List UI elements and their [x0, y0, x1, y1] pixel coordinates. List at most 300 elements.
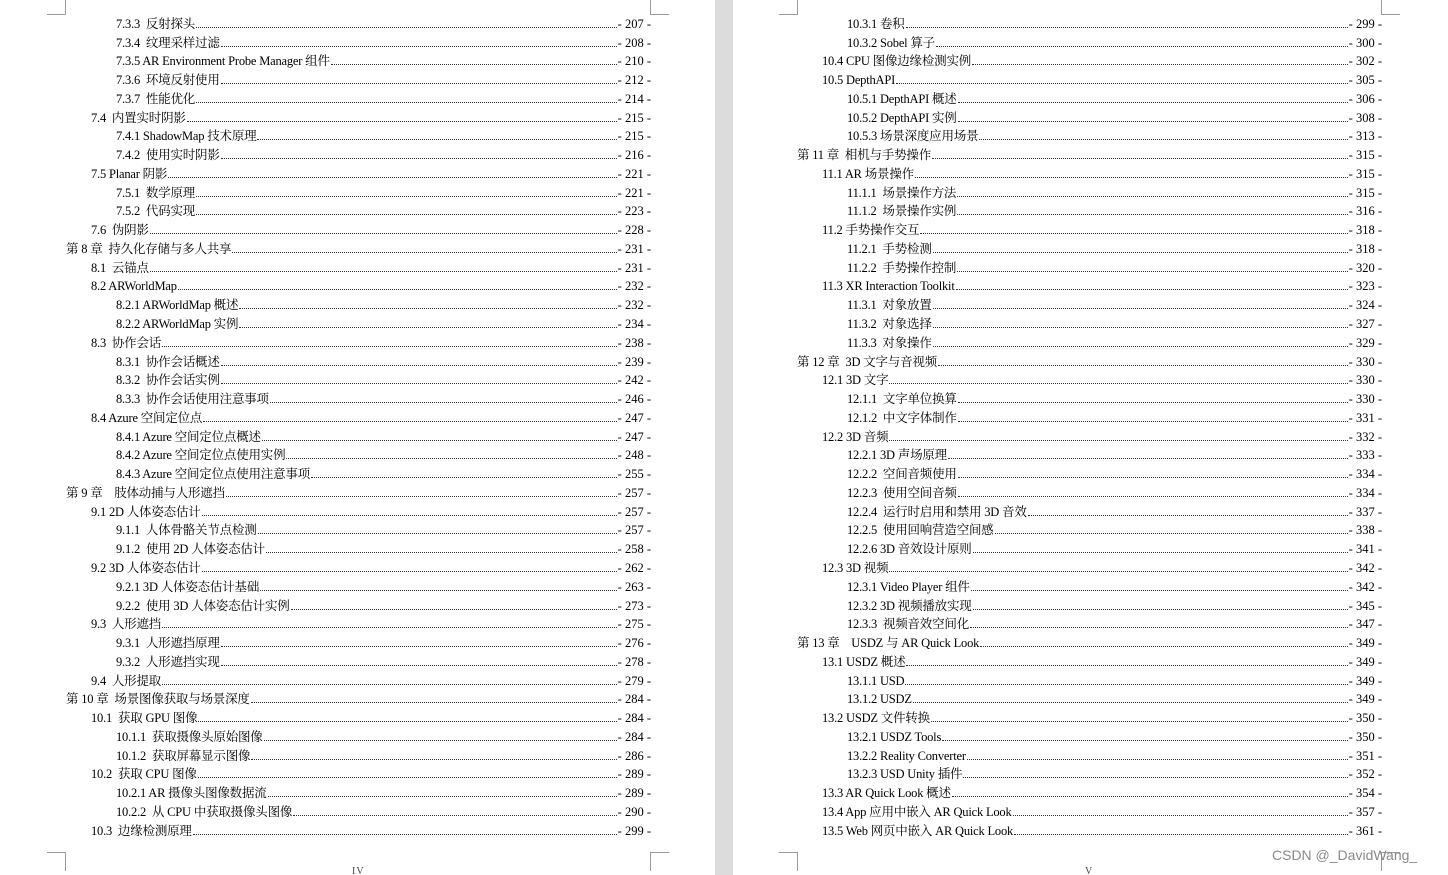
toc-entry-page-number: - 232 -: [617, 298, 651, 313]
toc-entry-page-number: - 234 -: [617, 317, 651, 332]
toc-entry[interactable]: [797, 143, 1382, 162]
toc-entry-title: 12.2.2 空间音频使用: [847, 467, 957, 482]
toc-dot-leader: [251, 702, 617, 703]
toc-entry-page-number: - 351 -: [1348, 748, 1382, 763]
toc-dot-leader: [957, 214, 1347, 215]
toc-entry[interactable]: [66, 650, 651, 669]
toc-entry-page-number: - 255 -: [617, 467, 651, 482]
toc-entry-title: 8.4.2 Azure 空间定位点使用实例: [116, 448, 286, 463]
toc-entry-title: 10.2.2 从 CPU 中获取摄像头图像: [116, 804, 293, 819]
toc-entry-page-number: - 286 -: [617, 748, 651, 763]
toc-dot-leader: [203, 421, 616, 422]
toc-entry-page-number: - 263 -: [617, 579, 651, 594]
toc-entry-page-number: - 284 -: [617, 711, 651, 726]
toc-dot-leader: [933, 327, 1348, 328]
toc-entry-page-number: - 300 -: [1348, 35, 1382, 50]
toc-entry[interactable]: [797, 519, 1382, 538]
toc-entry-title: 12.2.5 使用回响营造空间感: [847, 523, 994, 538]
toc-entry-title: 9.3 人形遮挡: [91, 617, 162, 632]
toc-entry-page-number: - 221 -: [617, 185, 651, 200]
toc-entry[interactable]: [66, 237, 651, 256]
toc-entry-page-number: - 279 -: [617, 673, 651, 688]
toc-dot-leader: [958, 402, 1348, 403]
toc-dot-leader: [198, 721, 616, 722]
toc-entry-title: 13.1.2 USDZ: [847, 692, 912, 707]
toc-dot-leader: [972, 64, 1348, 65]
toc-entry-title: 8.2 ARWorldMap: [91, 279, 177, 294]
toc-entry-title: 9.2 3D 人体姿态估计: [91, 560, 201, 575]
toc-dot-leader: [257, 139, 616, 140]
toc-entry-title: 7.6 伪阴影: [91, 223, 149, 238]
toc-dot-leader: [311, 477, 617, 478]
toc-entry[interactable]: [66, 331, 651, 350]
toc-entry-page-number: - 215 -: [617, 110, 651, 125]
toc-dot-leader: [150, 271, 617, 272]
toc-entry[interactable]: [66, 631, 651, 650]
toc-entry-page-number: - 262 -: [617, 560, 651, 575]
crop-mark: [650, 0, 669, 15]
toc-entry[interactable]: [797, 12, 1382, 31]
toc-entry-title: 7.3.3 反射探头: [116, 16, 196, 31]
toc-dot-leader: [973, 609, 1348, 610]
toc-entry-title: 11.1.1 场景操作方法: [847, 185, 957, 200]
toc-entry-page-number: - 315 -: [1348, 166, 1382, 181]
toc-entry-page-number: - 290 -: [617, 804, 651, 819]
toc-entry[interactable]: [66, 350, 651, 369]
toc-entry-title: 7.4.2 使用实时阴影: [116, 148, 220, 163]
toc-entry-title: 7.4 内置实时阴影: [91, 110, 186, 125]
toc-entry[interactable]: [66, 162, 651, 181]
toc-entry[interactable]: [797, 31, 1382, 50]
toc-entry-title: 11.3 XR Interaction Toolkit: [822, 279, 955, 294]
toc-entry-page-number: - 334 -: [1348, 467, 1382, 482]
toc-entry[interactable]: [66, 575, 651, 594]
toc-entry[interactable]: [797, 594, 1382, 613]
toc-entry-title: 第 8 章 持久化存储与多人共享: [66, 241, 232, 256]
page-footer-number: IV: [352, 866, 365, 875]
toc-dot-leader: [293, 815, 617, 816]
toc-entry-title: 7.3.7 性能优化: [116, 91, 196, 106]
toc-entry-title: 11.2.2 手势操作控制: [847, 260, 957, 275]
toc-entry[interactable]: [797, 293, 1382, 312]
toc-entry-page-number: - 349 -: [1348, 636, 1382, 651]
toc-entry-title: 9.3.2 人形遮挡实现: [116, 654, 220, 669]
toc-entry-page-number: - 212 -: [617, 73, 651, 88]
toc-page-right: [733, 0, 1448, 875]
toc-entry-title: 12.2.1 3D 声场原理: [847, 448, 947, 463]
toc-entry-title: 9.1.2 使用 2D 人体姿态估计: [116, 542, 265, 557]
toc-dot-leader: [193, 834, 617, 835]
toc-entry-title: 第 9 章 肢体动捕与人形遮挡: [66, 485, 225, 500]
toc-dot-leader: [942, 740, 1348, 741]
toc-dot-leader: [958, 477, 1348, 478]
toc-entry-page-number: - 332 -: [1348, 429, 1382, 444]
toc-entry-title: 13.2.2 Reality Converter: [847, 748, 966, 763]
toc-entry-page-number: - 352 -: [1348, 767, 1382, 782]
toc-entry-page-number: - 284 -: [617, 729, 651, 744]
toc-dot-leader: [920, 233, 1347, 234]
toc-entry[interactable]: [66, 725, 651, 744]
toc-entry[interactable]: [797, 631, 1382, 650]
toc-entry-title: 10.4 CPU 图像边缘检测实例: [822, 54, 972, 69]
toc-entry-page-number: - 231 -: [617, 241, 651, 256]
toc-dot-leader: [251, 759, 616, 760]
toc-dot-leader: [948, 458, 1348, 459]
toc-dot-leader: [933, 308, 1348, 309]
toc-dot-leader: [938, 365, 1348, 366]
toc-entry[interactable]: [66, 369, 651, 388]
toc-entry[interactable]: [66, 68, 651, 87]
toc-entry[interactable]: [797, 444, 1382, 463]
toc-entry-title: 10.2.1 AR 摄像头图像数据流: [116, 786, 267, 801]
toc-entry-title: 12.3.2 3D 视频播放实现: [847, 598, 972, 613]
toc-entry-page-number: - 232 -: [617, 279, 651, 294]
toc-list: [797, 12, 1382, 838]
toc-entry-title: 8.1 云锚点: [91, 260, 149, 275]
toc-dot-leader: [286, 458, 616, 459]
toc-entry-title: 11.3.1 对象放置: [847, 298, 932, 313]
toc-entry[interactable]: [797, 669, 1382, 688]
toc-entry[interactable]: [66, 12, 651, 31]
toc-entry[interactable]: [797, 556, 1382, 575]
toc-entry-page-number: - 342 -: [1348, 579, 1382, 594]
toc-entry[interactable]: [66, 613, 651, 632]
toc-entry-page-number: - 324 -: [1348, 298, 1382, 313]
toc-entry[interactable]: [797, 406, 1382, 425]
toc-entry-title: 12.1 3D 文字: [822, 373, 889, 388]
toc-entry-title: 10.5.1 DepthAPI 概述: [847, 91, 957, 106]
crop-mark: [650, 852, 669, 871]
toc-entry[interactable]: [797, 237, 1382, 256]
toc-dot-leader: [150, 233, 617, 234]
toc-entry-title: 13.1 USDZ 概述: [822, 654, 906, 669]
toc-entry[interactable]: [66, 744, 651, 763]
toc-dot-leader: [196, 27, 617, 28]
toc-page-left: [0, 0, 715, 875]
toc-entry-title: 7.4.1 ShadowMap 技术原理: [116, 129, 257, 144]
watermark: CSDN @_DavidWang_: [1272, 847, 1418, 863]
toc-entry[interactable]: [797, 781, 1382, 800]
toc-entry[interactable]: [66, 256, 651, 275]
toc-entry-title: 8.3.2 协作会话实例: [116, 373, 220, 388]
toc-entry[interactable]: [66, 800, 651, 819]
toc-entry-page-number: - 273 -: [617, 598, 651, 613]
toc-dot-leader: [971, 590, 1348, 591]
toc-dot-leader: [931, 721, 1348, 722]
toc-entry-page-number: - 258 -: [617, 542, 651, 557]
toc-entry-page-number: - 216 -: [617, 148, 651, 163]
toc-entry-title: 10.5.2 DepthAPI 实例: [847, 110, 957, 125]
toc-entry[interactable]: [797, 763, 1382, 782]
toc-dot-leader: [979, 139, 1347, 140]
toc-entry-title: 12.1.2 中文字体制作: [847, 410, 957, 425]
toc-entry[interactable]: [797, 162, 1382, 181]
toc-entry-title: 7.3.5 AR Environment Probe Manager 组件: [116, 54, 330, 69]
toc-dot-leader: [913, 702, 1348, 703]
toc-entry-page-number: - 306 -: [1348, 91, 1382, 106]
toc-entry-title: 11.3.3 对象操作: [847, 335, 932, 350]
toc-dot-leader: [995, 533, 1348, 534]
toc-entry[interactable]: [797, 125, 1382, 144]
toc-dot-leader: [202, 571, 617, 572]
toc-entry[interactable]: [797, 744, 1382, 763]
toc-dot-leader: [331, 64, 617, 65]
toc-entry[interactable]: [66, 444, 651, 463]
toc-entry[interactable]: [66, 556, 651, 575]
toc-entry-page-number: - 330 -: [1348, 354, 1382, 369]
toc-entry-page-number: - 313 -: [1348, 129, 1382, 144]
toc-entry-page-number: - 231 -: [617, 260, 651, 275]
toc-entry-title: 8.4.3 Azure 空间定位点使用注意事项: [116, 467, 310, 482]
toc-entry-title: 11.3.2 对象选择: [847, 317, 932, 332]
toc-entry[interactable]: [66, 200, 651, 219]
crop-mark: [779, 852, 798, 871]
toc-entry[interactable]: [797, 369, 1382, 388]
toc-entry[interactable]: [797, 800, 1382, 819]
toc-entry-page-number: - 214 -: [617, 91, 651, 106]
toc-entry[interactable]: [66, 406, 651, 425]
toc-entry[interactable]: [66, 481, 651, 500]
toc-entry[interactable]: [797, 462, 1382, 481]
toc-entry[interactable]: [797, 106, 1382, 125]
toc-dot-leader: [221, 365, 617, 366]
toc-entry-page-number: - 350 -: [1348, 711, 1382, 726]
toc-entry-title: 8.2.2 ARWorldMap 实例: [116, 317, 239, 332]
toc-entry-page-number: - 320 -: [1348, 260, 1382, 275]
toc-entry[interactable]: [66, 312, 651, 331]
toc-entry-page-number: - 248 -: [617, 448, 651, 463]
toc-dot-leader: [958, 496, 1348, 497]
toc-dot-leader: [202, 515, 617, 516]
toc-entry-page-number: - 333 -: [1348, 448, 1382, 463]
toc-dot-leader: [221, 46, 617, 47]
toc-dot-leader: [196, 196, 617, 197]
toc-entry-page-number: - 221 -: [617, 166, 651, 181]
toc-dot-leader: [889, 383, 1347, 384]
toc-entry-page-number: - 338 -: [1348, 523, 1382, 538]
crop-mark: [47, 852, 66, 871]
toc-dot-leader: [264, 740, 617, 741]
toc-dot-leader: [905, 684, 1347, 685]
toc-dot-leader: [198, 777, 617, 778]
toc-dot-leader: [958, 102, 1348, 103]
toc-entry[interactable]: [66, 819, 651, 838]
toc-dot-leader: [239, 327, 616, 328]
toc-dot-leader: [162, 627, 617, 628]
toc-entry-title: 12.2.3 使用空间音频: [847, 485, 957, 500]
toc-entry-title: 第 10 章 场景图像获取与场景深度: [66, 692, 250, 707]
toc-entry[interactable]: [66, 106, 651, 125]
toc-entry-page-number: - 318 -: [1348, 241, 1382, 256]
toc-dot-leader: [915, 177, 1348, 178]
toc-dot-leader: [952, 796, 1348, 797]
toc-dot-leader: [187, 121, 617, 122]
toc-entry-page-number: - 238 -: [617, 335, 651, 350]
toc-entry-page-number: - 257 -: [617, 504, 651, 519]
toc-entry[interactable]: [797, 537, 1382, 556]
toc-entry[interactable]: [797, 819, 1382, 838]
toc-entry-page-number: - 316 -: [1348, 204, 1382, 219]
toc-entry[interactable]: [66, 293, 651, 312]
toc-dot-leader: [973, 552, 1348, 553]
toc-entry-title: 9.1.1 人体骨骼关节点检测: [116, 523, 257, 538]
toc-entry[interactable]: [797, 218, 1382, 237]
toc-entry-page-number: - 242 -: [617, 373, 651, 388]
toc-dot-leader: [239, 308, 616, 309]
toc-entry-page-number: - 299 -: [617, 823, 651, 838]
toc-dot-leader: [932, 158, 1348, 159]
toc-entry-title: 12.2.6 3D 音效设计原则: [847, 542, 972, 557]
toc-dot-leader: [958, 121, 1348, 122]
toc-entry-page-number: - 246 -: [617, 392, 651, 407]
toc-dot-leader: [963, 777, 1347, 778]
toc-entry[interactable]: [797, 613, 1382, 632]
toc-dot-leader: [221, 383, 617, 384]
toc-dot-leader: [221, 646, 617, 647]
toc-entry[interactable]: [797, 275, 1382, 294]
toc-dot-leader: [178, 289, 617, 290]
toc-entry[interactable]: [797, 706, 1382, 725]
toc-entry-title: 9.2.1 3D 人体姿态估计基础: [116, 579, 260, 594]
crop-mark: [1381, 0, 1400, 15]
toc-entry-title: 13.2.3 USD Unity 插件: [847, 767, 963, 782]
toc-dot-leader: [258, 533, 617, 534]
toc-entry-title: 8.2.1 ARWorldMap 概述: [116, 298, 239, 313]
toc-entry-page-number: - 315 -: [1348, 148, 1382, 163]
toc-entry-page-number: - 278 -: [617, 654, 651, 669]
toc-entry-page-number: - 330 -: [1348, 392, 1382, 407]
toc-entry[interactable]: [797, 425, 1382, 444]
toc-entry-title: 13.4 App 应用中嵌入 AR Quick Look: [822, 804, 1012, 819]
toc-entry-page-number: - 357 -: [1348, 804, 1382, 819]
toc-dot-leader: [221, 83, 617, 84]
toc-dot-leader: [906, 27, 1348, 28]
toc-entry[interactable]: [66, 688, 651, 707]
toc-entry[interactable]: [66, 387, 651, 406]
toc-entry-title: 第 11 章 相机与手势操作: [797, 148, 932, 163]
toc-entry-page-number: - 247 -: [617, 410, 651, 425]
toc-entry-page-number: - 210 -: [617, 54, 651, 69]
toc-entry-page-number: - 349 -: [1348, 673, 1382, 688]
toc-entry[interactable]: [797, 387, 1382, 406]
toc-entry[interactable]: [797, 312, 1382, 331]
toc-dot-leader: [957, 196, 1347, 197]
toc-entry-title: 第 12 章 3D 文字与音视频: [797, 354, 938, 369]
toc-entry-page-number: - 361 -: [1348, 823, 1382, 838]
toc-entry[interactable]: [66, 181, 651, 200]
toc-entry[interactable]: [797, 481, 1382, 500]
toc-dot-leader: [162, 684, 617, 685]
toc-dot-leader: [232, 252, 616, 253]
toc-entry[interactable]: [66, 519, 651, 538]
toc-entry[interactable]: [797, 500, 1382, 519]
toc-entry[interactable]: [66, 669, 651, 688]
toc-entry[interactable]: [66, 706, 651, 725]
toc-entry-title: 11.2.1 手势检测: [847, 241, 932, 256]
toc-entry-title: 12.3 3D 视频: [822, 560, 889, 575]
toc-entry-page-number: - 276 -: [617, 636, 651, 651]
toc-entry[interactable]: [797, 575, 1382, 594]
toc-entry[interactable]: [797, 725, 1382, 744]
toc-dot-leader: [1014, 834, 1348, 835]
toc-entry-page-number: - 334 -: [1348, 485, 1382, 500]
toc-entry[interactable]: [66, 275, 651, 294]
toc-entry[interactable]: [797, 650, 1382, 669]
toc-entry-page-number: - 349 -: [1348, 654, 1382, 669]
toc-entry[interactable]: [66, 50, 651, 69]
toc-entry-title: 10.3.1 卷积: [847, 16, 905, 31]
toc-entry-title: 13.2.1 USDZ Tools: [847, 729, 942, 744]
toc-dot-leader: [956, 289, 1348, 290]
toc-entry-title: 11.1 AR 场景操作: [822, 166, 914, 181]
toc-dot-leader: [933, 346, 1348, 347]
toc-entry[interactable]: [66, 143, 651, 162]
toc-entry[interactable]: [797, 688, 1382, 707]
toc-entry-page-number: - 289 -: [617, 786, 651, 801]
toc-entry-title: 11.2 手势操作交互: [822, 223, 920, 238]
toc-entry[interactable]: [66, 781, 651, 800]
toc-entry[interactable]: [797, 50, 1382, 69]
toc-entry-page-number: - 247 -: [617, 429, 651, 444]
toc-dot-leader: [936, 46, 1348, 47]
toc-entry-page-number: - 337 -: [1348, 504, 1382, 519]
toc-entry-title: 10.5 DepthAPI: [822, 73, 896, 88]
toc-entry-page-number: - 299 -: [1348, 16, 1382, 31]
toc-entry-title: 8.4 Azure 空间定位点: [91, 410, 203, 425]
toc-entry[interactable]: [66, 218, 651, 237]
toc-entry[interactable]: [66, 87, 651, 106]
toc-entry-title: 10.3.2 Sobel 算子: [847, 35, 935, 50]
toc-dot-leader: [980, 646, 1347, 647]
toc-entry[interactable]: [66, 537, 651, 556]
toc-entry[interactable]: [66, 31, 651, 50]
toc-entry-page-number: - 345 -: [1348, 598, 1382, 613]
toc-dot-leader: [268, 796, 617, 797]
toc-entry[interactable]: [797, 181, 1382, 200]
toc-entry-page-number: - 349 -: [1348, 692, 1382, 707]
toc-entry-title: 9.4 人形提取: [91, 673, 162, 688]
toc-dot-leader: [226, 496, 617, 497]
toc-entry[interactable]: [66, 763, 651, 782]
toc-entry[interactable]: [66, 125, 651, 144]
toc-entry-title: 9.1 2D 人体姿态估计: [91, 504, 201, 519]
toc-entry[interactable]: [797, 256, 1382, 275]
toc-entry[interactable]: [797, 68, 1382, 87]
toc-entry[interactable]: [797, 350, 1382, 369]
toc-entry-title: 12.3.1 Video Player 组件: [847, 579, 970, 594]
toc-entry-title: 7.5.1 数学原理: [116, 185, 196, 200]
toc-dot-leader: [889, 440, 1347, 441]
toc-entry[interactable]: [66, 425, 651, 444]
toc-entry[interactable]: [66, 594, 651, 613]
toc-entry[interactable]: [797, 331, 1382, 350]
toc-dot-leader: [1013, 815, 1348, 816]
toc-dot-leader: [958, 421, 1348, 422]
toc-entry[interactable]: [797, 200, 1382, 219]
toc-entry-title: 10.3 边缘检测原理: [91, 823, 192, 838]
toc-entry-page-number: - 330 -: [1348, 373, 1382, 388]
toc-entry-title: 12.1.1 文字单位换算: [847, 392, 957, 407]
toc-entry[interactable]: [797, 87, 1382, 106]
toc-entry-page-number: - 207 -: [617, 16, 651, 31]
toc-dot-leader: [906, 665, 1347, 666]
toc-dot-leader: [196, 214, 617, 215]
toc-entry[interactable]: [66, 462, 651, 481]
toc-dot-leader: [221, 158, 617, 159]
toc-entry-title: 13.5 Web 网页中嵌入 AR Quick Look: [822, 823, 1014, 838]
toc-entry-page-number: - 208 -: [617, 35, 651, 50]
toc-entry[interactable]: [66, 500, 651, 519]
